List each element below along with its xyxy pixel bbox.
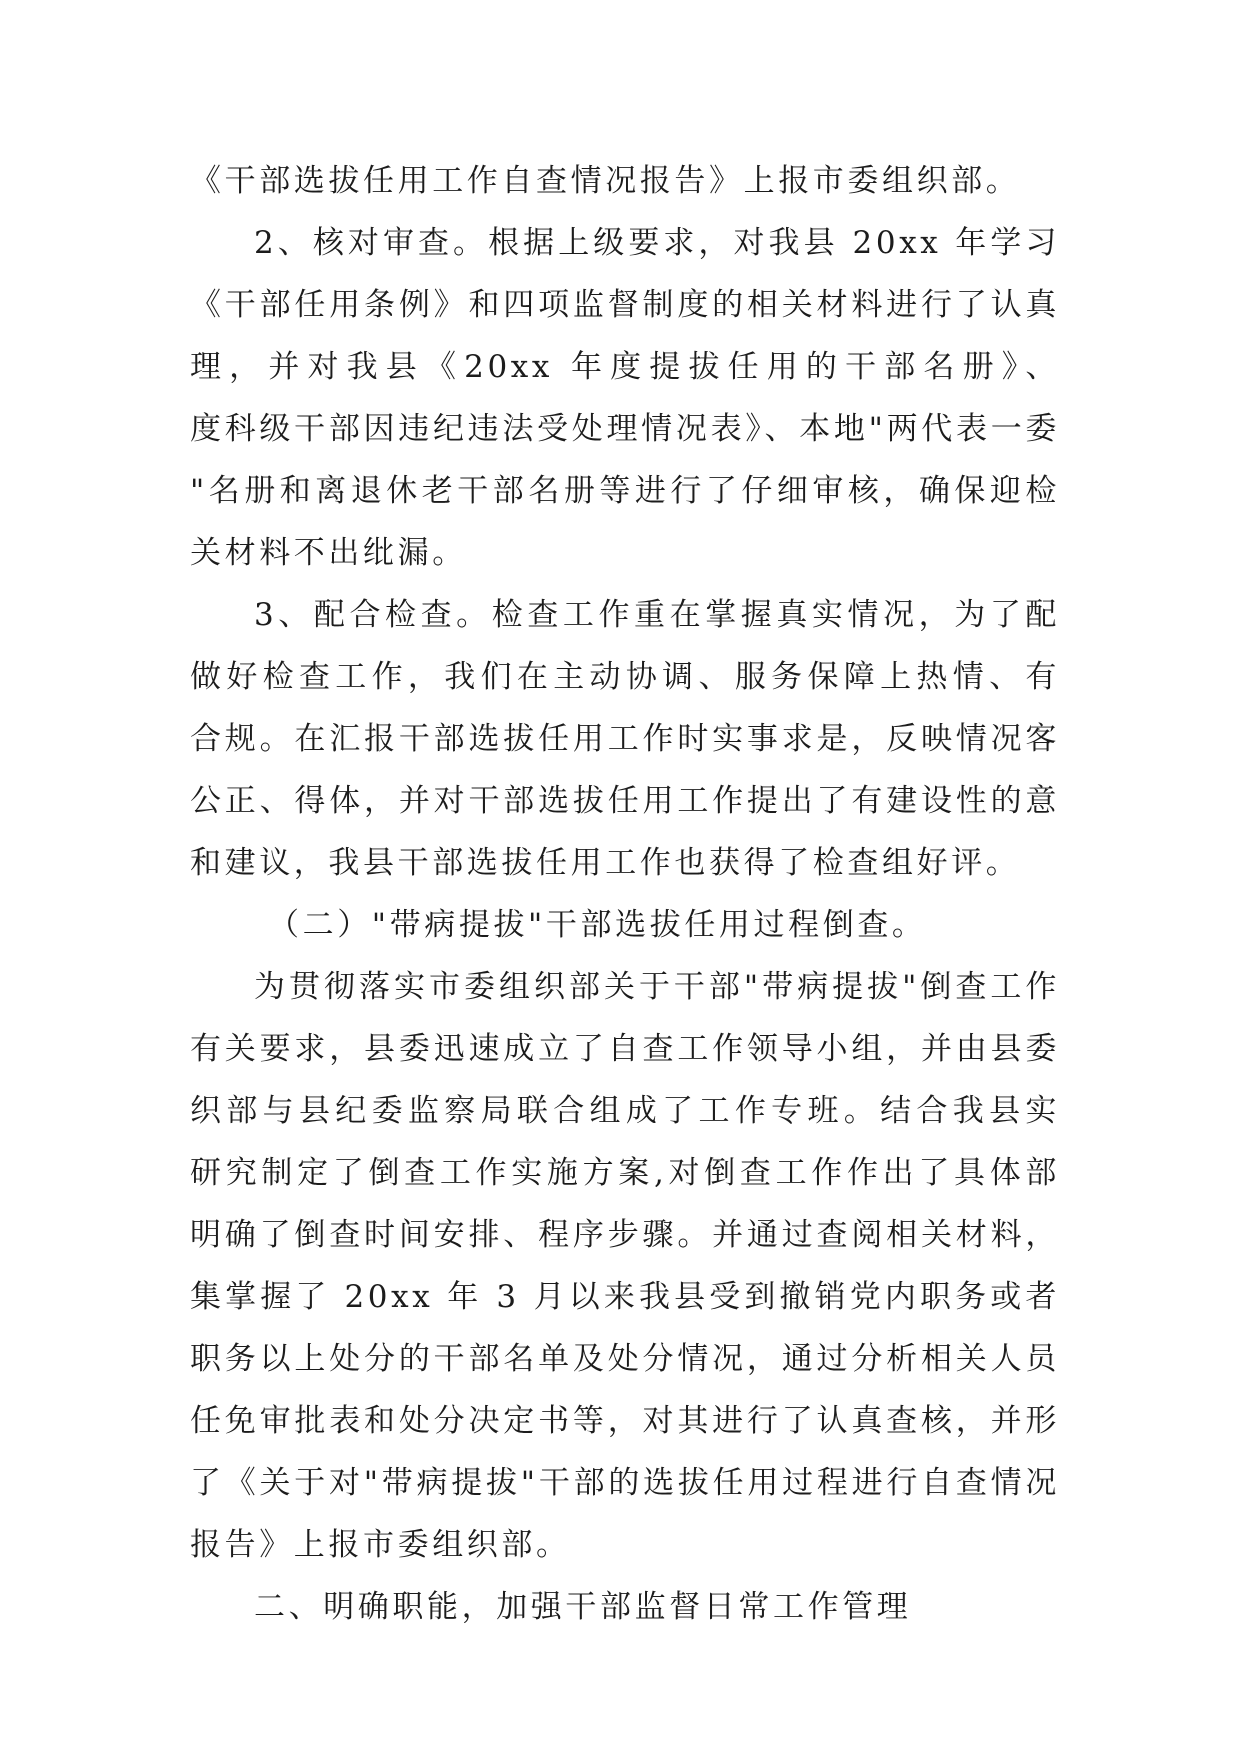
- text-line: 研究制定了倒查工作实施方案,对倒查工作作出了具体部: [190, 1155, 1060, 1191]
- text-line: 做好检查工作，我们在主动协调、服务保障上热情、有: [190, 659, 1060, 695]
- document-body: [190, 150, 1060, 1638]
- text-line: 理，并对我县《20xx 年度提拔任用的干部名册》、: [190, 349, 1060, 385]
- text-line: 报告》上报市委组织部。: [190, 1527, 571, 1563]
- text-line: "名册和离退休老干部名册等进行了仔细审核，确保迎检: [190, 473, 1060, 509]
- text-line: 职务以上处分的干部名单及处分情况，通过分析相关人员: [190, 1341, 1060, 1377]
- text-line: （二）"带病提拔"干部选拔任用过程倒查。: [268, 907, 927, 943]
- text-line: 织部与县纪委监察局联合组成了工作专班。结合我县实: [190, 1093, 1060, 1129]
- text-line: 度科级干部因违纪违法受处理情况表》、本地"两代表一委: [190, 411, 1060, 447]
- text-line: 有关要求，县委迅速成立了自查工作领导小组，并由县委: [190, 1031, 1060, 1067]
- text-line: 《干部任用条例》和四项监督制度的相关材料进行了认真: [190, 287, 1060, 323]
- text-line: 《干部选拔任用工作自查情况报告》上报市委组织部。: [190, 163, 1021, 199]
- text-line: 任免审批表和处分决定书等，对其进行了认真查核，并形: [190, 1403, 1060, 1439]
- text-line: 和建议，我县干部选拔任用工作也获得了检查组好评。: [190, 845, 1021, 881]
- text-line: 二、明确职能，加强干部监督日常工作管理: [254, 1589, 912, 1625]
- text-line: 为贯彻落实市委组织部关于干部"带病提拔"倒查工作: [254, 969, 1060, 1005]
- text-line: 公正、得体，并对干部选拔任用工作提出了有建设性的意: [190, 783, 1060, 819]
- text-line: 3、配合检查。检查工作重在掌握真实情况，为了配: [254, 597, 1060, 633]
- text-line: 明确了倒查时间安排、程序步骤。并通过查阅相关材料，: [190, 1217, 1060, 1253]
- text-line: 2、核对审查。根据上级要求，对我县 20xx 年学习: [254, 225, 1060, 261]
- text-line: 了《关于对"带病提拔"干部的选拔任用过程进行自查情况: [190, 1465, 1060, 1501]
- text-line: 关材料不出纰漏。: [190, 535, 467, 571]
- text-line: 合规。在汇报干部选拔任用工作时实事求是，反映情况客: [190, 721, 1060, 757]
- text-line: 集掌握了 20xx 年 3 月以来我县受到撤销党内职务或者: [190, 1279, 1060, 1315]
